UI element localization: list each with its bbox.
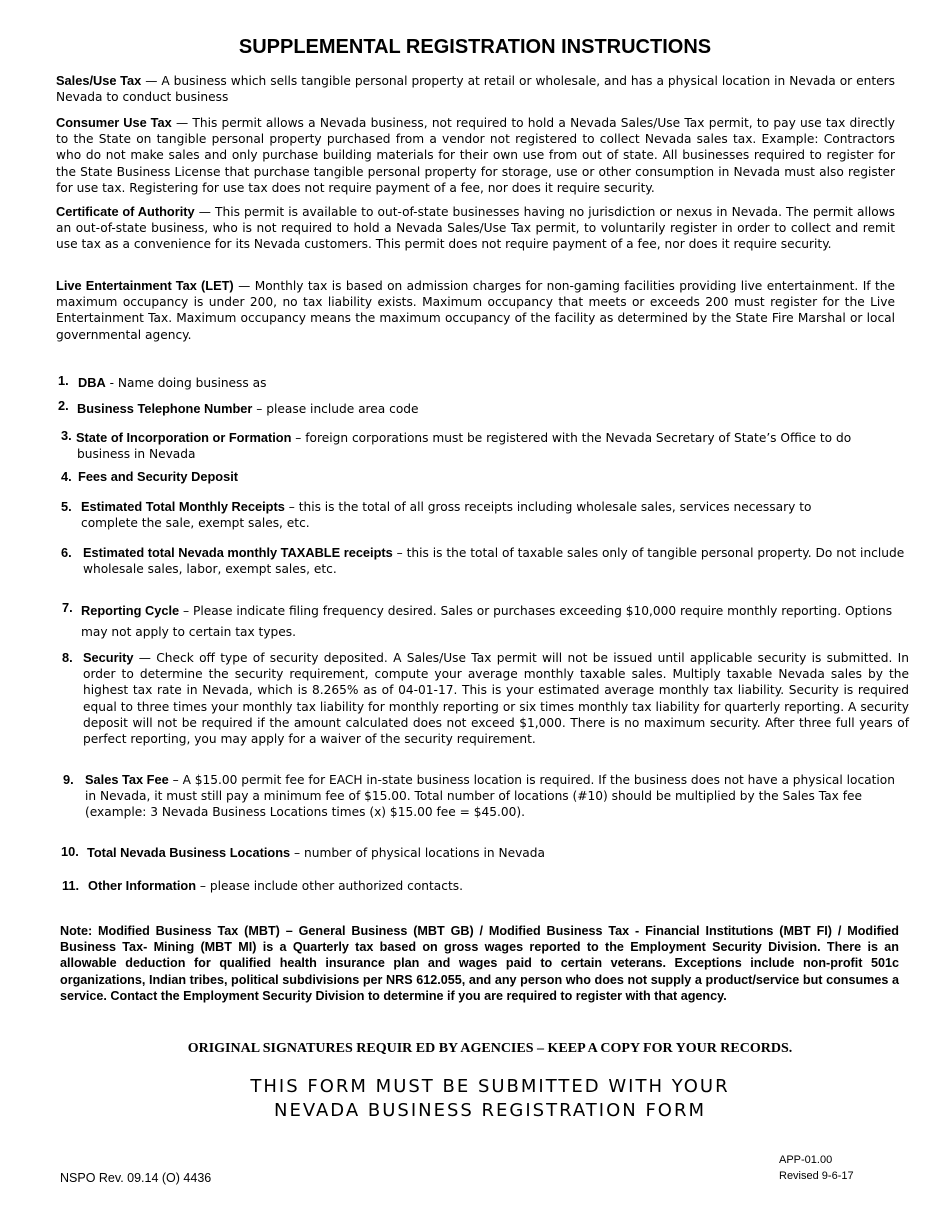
instruction-item-1 [58, 373, 898, 391]
page-title: SUPPLEMENTAL REGISTRATION INSTRUCTIONS [238, 36, 712, 58]
item-number: 6. [61, 545, 72, 560]
item-text: number of physical locations in Nevada [304, 846, 545, 860]
signatures-notice: ORIGINAL SIGNATURES REQUIR ED BY AGENCIES – KEEP A COPY FOR YOUR RECORDS. [187, 1041, 793, 1056]
form-revision-id: NSPO Rev. 09.14 (O) 4436 [60, 1171, 212, 1185]
item-text: Check off type of security deposited. A Sales/Use Tax permit will not be issued until applicable security is submitted. In order to determine the security requirement, compute your average monthly taxable sales. Multiply taxable Nevada sales by the highest tax rate in Nevada, which is 8.265% as of 04-01-17. This is your estimated average monthly tax liability. Security is required equal to three times your monthly tax liability for monthly reporting or six times monthly tax liability for quarterly reporting. A security deposit will not be required if the amount calculated does not exceed $1,000. There is no maximum security. After three full years of perfect reporting, you may apply for a waiver of the security requirement. [83, 651, 910, 747]
item-separator: – [179, 604, 193, 618]
item-text: please include other authorized contacts. [209, 879, 463, 893]
definition-term: Consumer Use Tax [56, 115, 172, 130]
item-number: 5. [61, 499, 72, 514]
item-text: Please indicate filing frequency desired. Sales or purchases exceeding $10,000 require monthly reporting. Options may not apply to certain tax types. [81, 604, 893, 639]
item-number: 10. [61, 844, 79, 859]
item-text: A $15.00 permit fee for EACH in-state business location is required. If the business does not have a physical location in Nevada, it must still pay a minimum fee of $15.00. Total number of locations (#10) should be multiplied by the Sales Tax fee (example: 3 Nevada Business Locations times (x) $15.00 fee = $45.00). [85, 773, 895, 820]
instruction-item-10 [61, 844, 901, 861]
item-separator: - [105, 376, 118, 390]
definition-text: This permit is available to out-of-state businesses having no jurisdiction or nexus in Nevada. The permit allows an out-of-state business, who is not required to hold a Nevada Sales/Use Tax permit, to voluntarily register in order to collect and remit use tax as a convenience for its Nevada customers. This permit does not require payment of a fee, nor does it require security. [56, 205, 896, 252]
definition-separator: — [194, 205, 216, 219]
item-separator: – [252, 402, 267, 416]
item-term: Reporting Cycle [81, 603, 180, 618]
instruction-item-2 [58, 398, 898, 417]
definition-text: This permit allows a Nevada business, not required to hold a Nevada Sales/Use Tax permit, to pay use tax directly to the State on tangible personal property purchased from a vendor not registered to collect Nevada sales tax. Example: Contractors who do not make sales and only purchase building materials for their own use from out of state. All businesses required to register for the State Business License that purchase tangible personal property for storage, use or other consumption in Nevada must also register for use tax. Registering for use tax does not require payment of a fee, nor does it require security. [56, 116, 895, 195]
instruction-item-6 [61, 545, 907, 577]
item-number: 3. [61, 428, 72, 443]
item-term: Estimated Total Monthly Receipts [81, 499, 285, 514]
definition-sales-use-tax [56, 73, 895, 105]
item-number: 1. [58, 373, 69, 388]
definition-separator: — [171, 116, 193, 130]
item-number: 9. [63, 772, 74, 787]
item-term: Security [83, 650, 134, 665]
definition-separator: — [233, 279, 255, 293]
item-text: please include area code [266, 402, 419, 416]
instruction-item-9 [63, 772, 903, 821]
definition-separator: — [141, 74, 162, 88]
item-term: DBA [78, 375, 106, 390]
item-separator: – [284, 500, 299, 514]
item-term: Other Information [88, 878, 197, 893]
instruction-item-7 [62, 600, 902, 643]
item-number: 4. [61, 469, 72, 484]
instruction-item-4 [61, 469, 901, 485]
app-code: APP-01.00 [779, 1154, 833, 1166]
mbt-note: Note: Modified Business Tax (MBT) – General Business (MBT GB) / Modified Business Tax - Financial Institutions (MBT FI) / Modified Business Tax- Mining (MBT MI) is a Quarterly tax based on gross wages reported to the Employment Security Division. There is an allowable deduction for qualified health insurance plan and wages paid to certain veterans. Exceptions include non-profit 501c organizations, Indian tribes, political subdivisions per NRS 612.055, and any person who does not supply a product/service but consumes a service. Contact the Employment Security Division to determine if you are required to register with that agency. [60, 924, 899, 1003]
instruction-item-8 [62, 650, 909, 747]
item-term: Sales Tax Fee [85, 772, 169, 787]
submit-notice [0, 1075, 950, 1123]
definition-certificate-of-authority [56, 204, 895, 253]
form-code-block [779, 1152, 854, 1184]
definition-term: Certificate of Authority [56, 204, 195, 219]
definition-consumer-use-tax [56, 115, 895, 196]
item-separator: – [196, 879, 210, 893]
item-number: 2. [58, 398, 69, 413]
item-text: foreign corporations must be registered with the Nevada Secretary of State’s Office to do business in Nevada [77, 431, 852, 462]
definition-text: A business which sells tangible personal property at retail or wholesale, and has a physical location in Nevada or enters Nevada to conduct business [56, 74, 895, 105]
item-separator: – [291, 431, 306, 445]
item-number: 8. [62, 650, 73, 665]
definition-term: Sales/Use Tax [56, 73, 142, 88]
instruction-item-3 [60, 428, 900, 462]
item-number: 7. [62, 600, 73, 615]
item-separator: – [392, 546, 407, 560]
item-text: Name doing business as [117, 376, 267, 390]
item-term: Fees and Security Deposit [78, 469, 239, 484]
item-text: this is the total of taxable sales only of tangible personal property. Do not include wholesale sales, labor, exempt sales, etc. [83, 546, 905, 577]
item-text: this is the total of all gross receipts including wholesale sales, services necessary to complete the sale, exempt sales, etc. [81, 500, 812, 531]
item-term: Estimated total Nevada monthly TAXABLE receipts [83, 545, 393, 560]
item-separator: — [133, 651, 157, 665]
item-separator: – [168, 773, 183, 787]
item-number: 11. [62, 878, 80, 893]
revised-date: Revised 9-6-17 [779, 1170, 854, 1182]
item-term: State of Incorporation or Formation [76, 430, 292, 445]
instruction-item-5 [61, 499, 861, 531]
definition-term: Live Entertainment Tax (LET) [56, 278, 234, 293]
definition-live-entertainment-tax [56, 278, 895, 343]
item-term: Business Telephone Number [77, 401, 253, 416]
item-separator: – [290, 846, 304, 860]
submit-notice-line-2: NEVADA BUSINESS REGISTRATION FORM [273, 1100, 707, 1121]
item-term: Total Nevada Business Locations [87, 845, 291, 860]
definition-text: Monthly tax is based on admission charges for non-gaming facilities providing live entertainment. If the maximum occupancy is under 200, no tax liability exists. Maximum occupancy that meets or exceeds 200 must register for the Live Entertainment Tax. Maximum occupancy means the maximum occupancy of the facility as determined by the State Fire Marshal or local governmental agency. [56, 279, 895, 342]
submit-notice-line-1: THIS FORM MUST BE SUBMITTED WITH YOUR [250, 1076, 730, 1097]
instruction-item-11 [62, 878, 902, 894]
